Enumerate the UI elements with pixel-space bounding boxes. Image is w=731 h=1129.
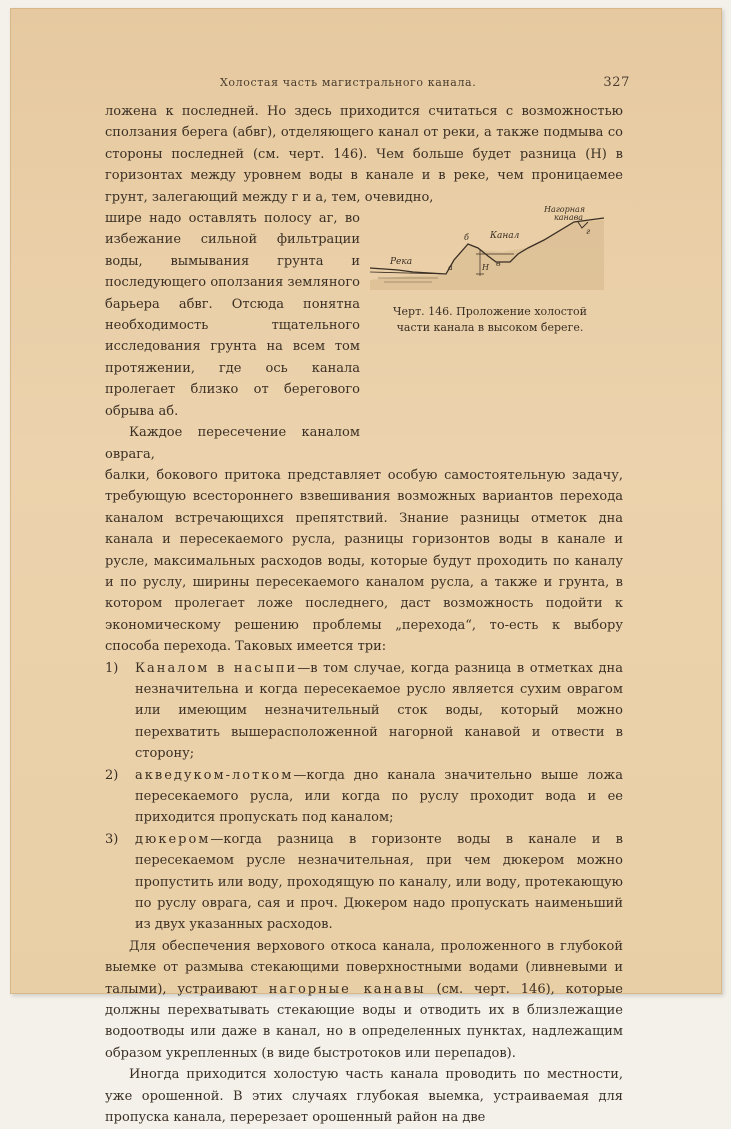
upland-ditch-term: нагорные канавы [268, 981, 426, 997]
list-item-number: 3) [105, 831, 119, 847]
running-title: Холостая часть магистрального канала. [220, 76, 477, 89]
paragraph-1-full: ложена к последней. Но здесь приходится считаться с возможностью сползания берега (абвг), отделяющего канал от реки, а также подмыва со стороны последней (см. черт. 146). Чем больше будет разница (Н) в горизонтах между уровнем воды в канале и в реке, чем проницаемее грунт, залегающий между г и а, тем, очевидно, [105, 104, 623, 205]
list-item-term: Каналом в насыпи [135, 660, 298, 676]
label-river: Река [390, 257, 413, 267]
list-item-number: 2) [105, 767, 119, 783]
list-item-term: акведуком-лотком [135, 767, 294, 783]
label-g: г [586, 227, 591, 236]
label-v: в [496, 259, 501, 268]
canal-cross-section-drawing [368, 200, 608, 305]
list-item-number: 1) [105, 660, 119, 676]
label-canal: Канал [490, 231, 520, 241]
label-upland-ditch-2: канава [554, 213, 584, 222]
label-b: б [464, 233, 469, 242]
paragraph-3: Для обеспечения верхового откоса канала, проложенного в глубокой выемке от размыва стекающими поверхностными водами (ливневыми и талыми), устраивают нагорные канавы (см. черт. 146), которые должны перехватывать стекающие воды и отводить их в близлежащие водоотводы или даже в канал, но в определенных пунктах, надлежащим образом укрепленных (в виде быстротоков или перепадов). [105, 938, 624, 1061]
running-header [220, 76, 630, 89]
list-item [105, 829, 623, 936]
paragraph-1-narrow: шире надо оставлять полосу аг, во избежание сильной фильтрации воды, вымывания грунта и последующего оползания земляного барьера абвг. Отсюда понятна необходимость тщательного исследования грунта на всем том протяжении, где ось канала пролегает близко от берегового обрыва аб. [105, 211, 360, 419]
page-number: 327 [603, 75, 630, 90]
list-item-text: —когда разница в горизонте воды в канале и в пересекаемом русле незначительная, при чем дюкером можно пропустить или воду, проходящую по каналу, или воду, протекающую по руслу оврага, сая и проч. Дюкером надо пропускать наименьший из двух указанных расходов. [135, 831, 623, 933]
label-upland-ditch-1: Нагорная [544, 205, 586, 214]
figure-caption: Черт. 146. Проложение холостой части канала в высоком береге. [393, 305, 587, 334]
list-item-term: дюкером [135, 831, 211, 847]
label-a: а [448, 263, 453, 272]
methods-list [105, 658, 623, 936]
list-item [105, 765, 623, 829]
figure-146 [368, 200, 608, 340]
label-h: Н [482, 263, 489, 272]
list-item [105, 658, 623, 765]
paragraph-2-narrow: Каждое пересечение каналом оврага, [105, 425, 360, 462]
paragraph-2-full: балки, бокового притока представляет особую самостоятельную задачу, требующую всестороннего взвешивания возможных вариантов перехода каналом встречающихся препятствий. Знание разницы отметок дна канала и пересекаемого русла, разницы горизонтов воды в канале и русле, максимальных расходов воды, которые будут проходить по каналу и по руслу, ширины пересекаемого каналом русла, а также и грунта, в котором пролегает ложе последнего, даст возможность подойти к экономическому решению проблемы „перехода“, то-есть к выбору способа перехода. Таковых имеется три: [105, 467, 623, 655]
list-item-text: —когда дно канала значительно выше ложа пересекаемого русла, или когда по руслу проходит вода и ее приходится пропускать под каналом; [135, 767, 623, 826]
paragraph-4: Иногда приходится холостую часть канала проводить по местности, уже орошенной. В этих случаях глубокая выемка, устраиваемая для пропуска канала, перерезает орошенный район на две [105, 1067, 623, 1126]
list-item-text: —в том случае, когда разница в отметках дна незначительна и когда пересекаемое русло является сухим оврагом или имеющим незначительный сток воды, который можно перехватить вышерасположенной нагорной канавой и отвести в сторону; [135, 660, 623, 762]
